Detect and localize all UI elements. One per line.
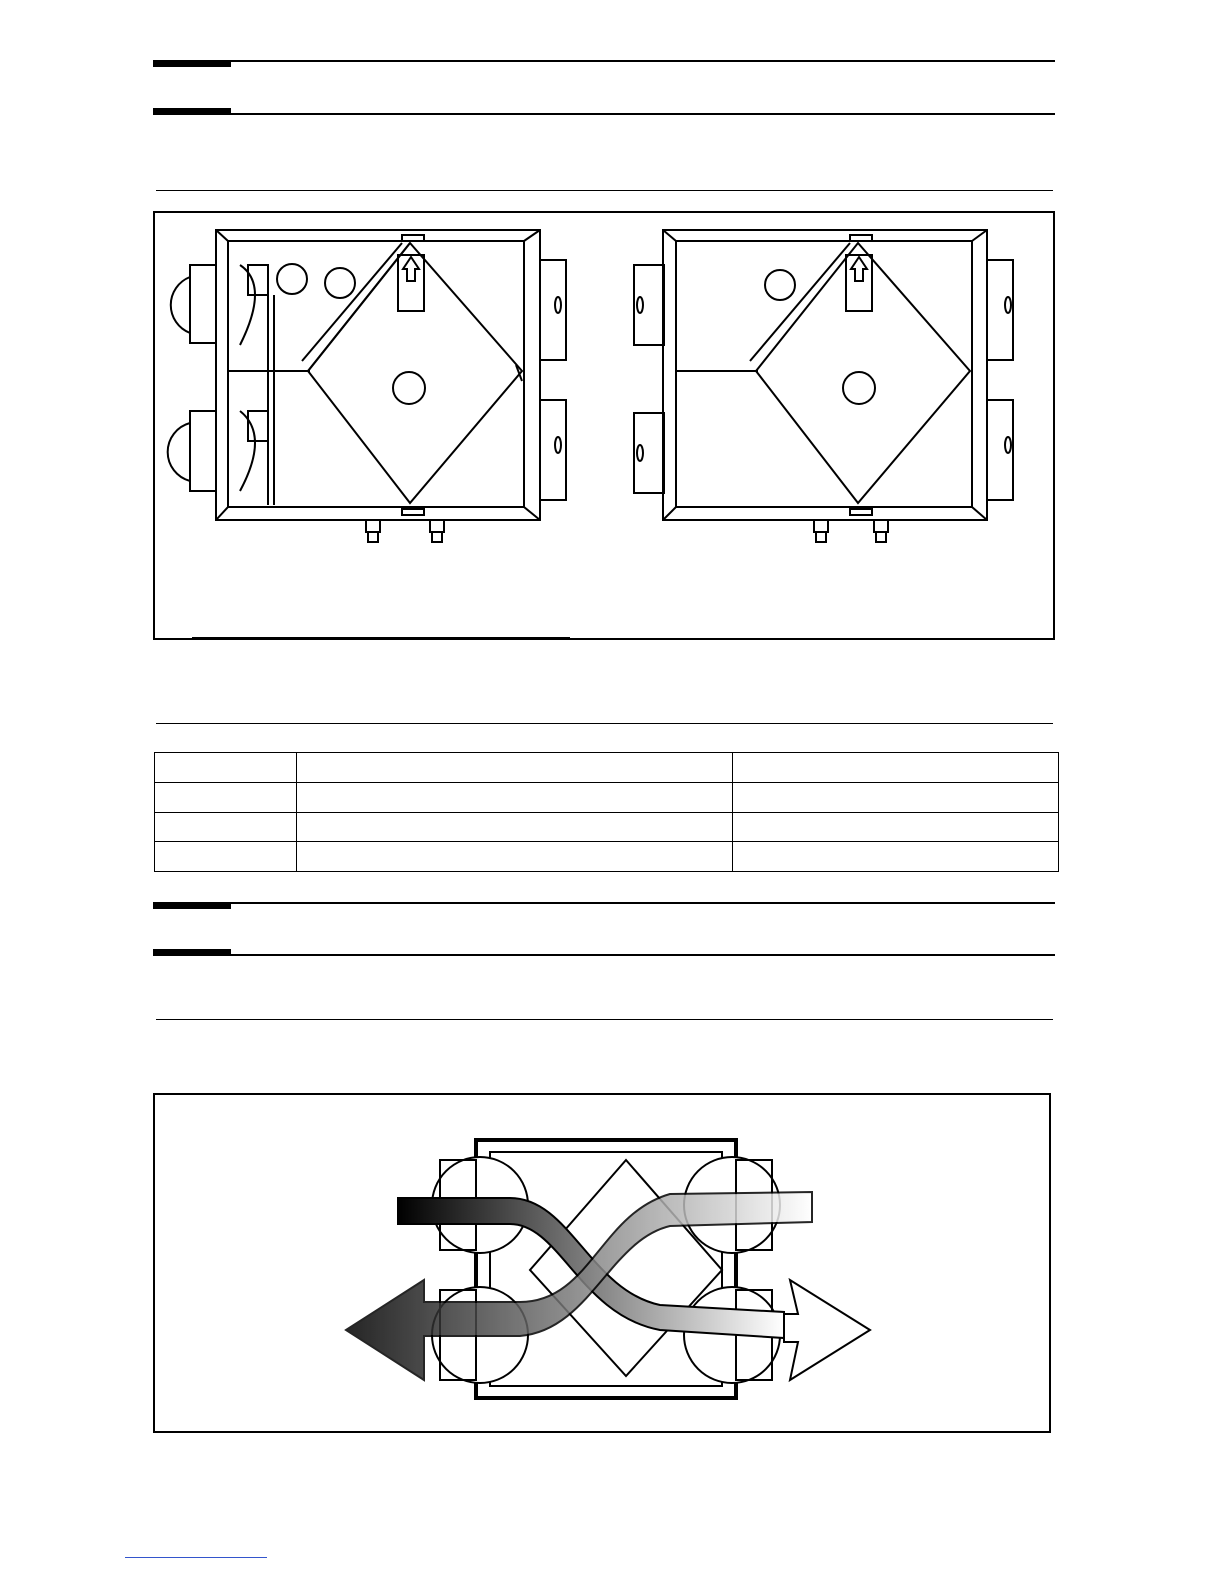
table-cell xyxy=(155,753,297,783)
heading-rule-top-1 xyxy=(153,60,1055,62)
footer-link-underline xyxy=(125,1557,267,1558)
table-cell xyxy=(733,842,1059,872)
table-cell xyxy=(733,753,1059,783)
table-cell xyxy=(297,782,733,812)
heading-rule-mid-1 xyxy=(153,902,1055,904)
table-cell xyxy=(155,812,297,842)
table-row xyxy=(155,782,1059,812)
table-cell xyxy=(297,842,733,872)
right-unit-diagram-icon xyxy=(618,225,1038,555)
heading-rule-top-2 xyxy=(153,113,1055,115)
table-cell xyxy=(297,753,733,783)
table-cell xyxy=(733,782,1059,812)
table-cell xyxy=(155,782,297,812)
table-cell xyxy=(297,812,733,842)
heading-rule-mid-2 xyxy=(153,954,1055,956)
table-row xyxy=(155,842,1059,872)
table-cell xyxy=(733,812,1059,842)
figure-1-underline xyxy=(192,637,570,638)
section-3-divider xyxy=(156,1019,1053,1020)
section-1-divider xyxy=(156,190,1053,191)
airflow-crossflow-icon xyxy=(340,1130,880,1410)
section-2-divider xyxy=(156,723,1053,724)
spec-table xyxy=(154,752,1059,872)
table-row xyxy=(155,812,1059,842)
left-unit-diagram-icon xyxy=(170,225,570,555)
table-cell xyxy=(155,842,297,872)
table-row xyxy=(155,753,1059,783)
